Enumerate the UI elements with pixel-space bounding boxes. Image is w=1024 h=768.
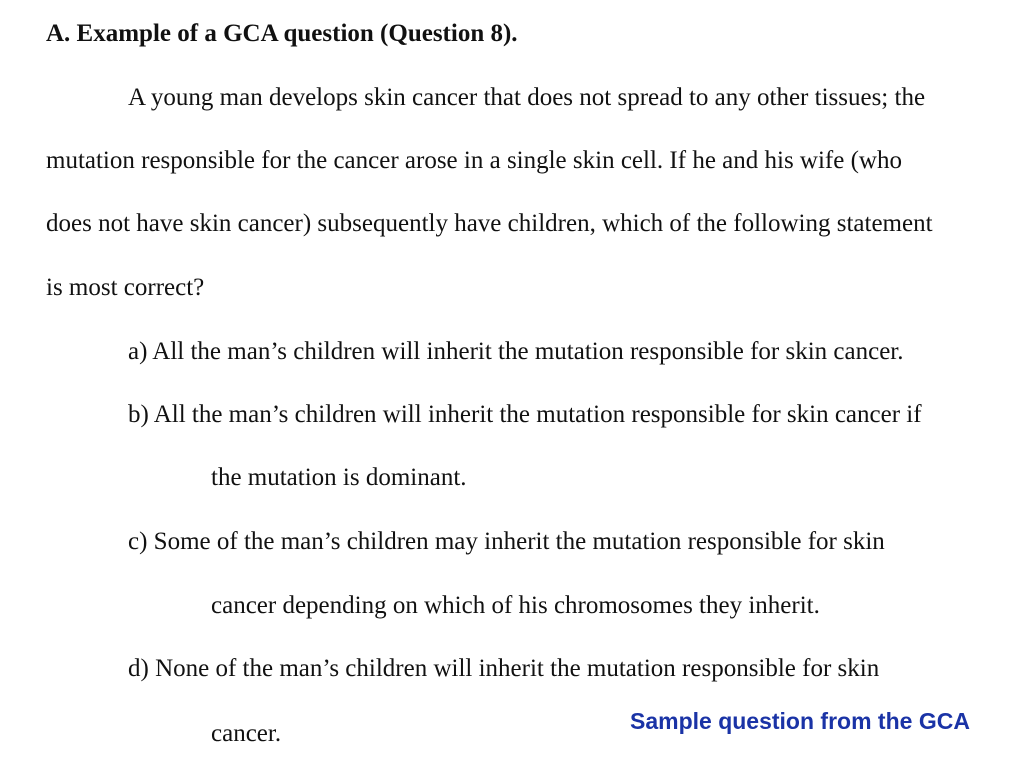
option-a: a) All the man’s children will inherit the mutation responsible for skin cancer. (128, 338, 904, 365)
slide-caption: Sample question from the GCA (630, 708, 970, 734)
question-text-line-1: A young man develops skin cancer that does not spread to any other tissues; the (128, 84, 926, 111)
option-c-line-1: c) Some of the man’s children may inherit the mutation responsible for skin (128, 528, 885, 555)
question-text-line-2: mutation responsible for the cancer arose in a single skin cell. If he and his wife (who (46, 147, 902, 174)
option-d-line-2: cancer. (211, 720, 282, 747)
option-b-line-2: the mutation is dominant. (211, 464, 467, 491)
option-b-line-1: b) All the man’s children will inherit the mutation responsible for skin cancer if (128, 401, 922, 428)
option-d-line-1: d) None of the man’s children will inherit the mutation responsible for skin (128, 655, 880, 682)
question-heading: A. Example of a GCA question (Question 8). (46, 20, 518, 47)
question-text-line-4: is most correct? (46, 274, 205, 301)
question-text-line-3: does not have skin cancer) subsequently have children, which of the following statement (46, 210, 933, 237)
option-c-line-2: cancer depending on which of his chromosomes they inherit. (211, 592, 820, 619)
